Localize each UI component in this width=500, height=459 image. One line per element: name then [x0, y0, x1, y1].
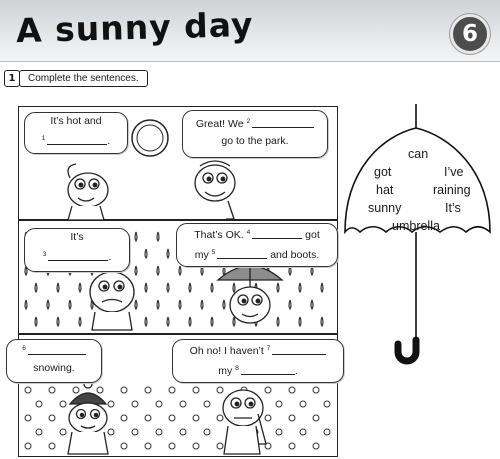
raindrop	[135, 232, 137, 241]
snowflake	[289, 387, 295, 393]
answer-blank[interactable]	[252, 228, 302, 239]
snowflake	[36, 401, 42, 407]
snowflake	[265, 387, 271, 393]
bubble-text: .	[108, 251, 112, 263]
snowflake	[49, 443, 55, 449]
raindrop	[277, 317, 279, 326]
answer-blank[interactable]	[252, 117, 314, 128]
snowflake	[180, 401, 186, 407]
speech-bubble-6	[172, 339, 344, 383]
bubble-text: snowing.	[33, 362, 75, 374]
raindrop	[47, 300, 49, 309]
bubble-text: It’s hot and	[50, 115, 102, 127]
snowflake	[324, 401, 330, 407]
raindrop	[79, 283, 81, 292]
bubble-text: and boots.	[270, 249, 320, 261]
raindrop	[299, 283, 301, 292]
speech-bubble-5	[6, 339, 102, 383]
word-hat: hat	[376, 183, 394, 197]
cold-boy-character-icon	[223, 390, 266, 454]
raindrop	[289, 300, 291, 309]
snowflake	[217, 387, 223, 393]
word-got: got	[374, 165, 392, 179]
snowflake	[132, 401, 138, 407]
bubble-text: .	[294, 365, 298, 377]
snowflake	[276, 401, 282, 407]
raindrop	[311, 300, 313, 309]
bubble-text: my	[194, 249, 209, 261]
bubble-text: got	[305, 229, 320, 241]
word-its: It’s	[445, 201, 461, 215]
raindrop	[157, 266, 159, 275]
answer-blank[interactable]	[241, 364, 295, 375]
snowflake	[169, 443, 175, 449]
snowflake	[204, 401, 210, 407]
gap-number: 1	[41, 135, 46, 142]
snowflake	[108, 401, 114, 407]
snowflake	[289, 415, 295, 421]
snowflake	[204, 429, 210, 435]
task-number: 1	[4, 70, 20, 87]
gap-number: 6	[22, 345, 26, 352]
raindrop	[25, 300, 27, 309]
bubble-text: go to the park.	[221, 135, 289, 147]
snowflake	[156, 429, 162, 435]
raindrop	[321, 317, 323, 326]
bubble-text: my	[218, 365, 233, 377]
gap-number: 5	[211, 249, 216, 256]
word-can: can	[408, 147, 429, 161]
snowflake	[49, 415, 55, 421]
raindrop	[289, 266, 291, 275]
raindrop	[211, 283, 213, 292]
snowflake	[300, 401, 306, 407]
raindrop	[167, 317, 169, 326]
snowflake	[60, 429, 66, 435]
raindrop	[167, 249, 169, 258]
raindrop	[299, 317, 301, 326]
snowflake	[276, 429, 282, 435]
snowflake	[97, 387, 103, 393]
raindrop	[145, 249, 147, 258]
snowflake	[324, 429, 330, 435]
snowflake	[108, 429, 114, 435]
sun-icon	[132, 120, 168, 156]
snowflake	[121, 415, 127, 421]
raindrop	[189, 317, 191, 326]
answer-blank[interactable]	[217, 248, 267, 259]
raindrop	[135, 266, 137, 275]
page-title: A sunny day	[15, 4, 255, 51]
speech-bubble-1	[24, 112, 128, 154]
raindrop	[223, 266, 225, 275]
bubble-text: .	[107, 135, 111, 147]
raindrop	[179, 300, 181, 309]
raindrop	[277, 283, 279, 292]
snowflake	[313, 443, 319, 449]
speech-bubble-3	[24, 228, 130, 272]
raindrop	[211, 317, 213, 326]
word-raining: raining	[433, 183, 471, 197]
raindrop	[157, 300, 159, 309]
snowflake	[180, 429, 186, 435]
umbrella-boy-character-icon	[218, 266, 282, 323]
answer-blank[interactable]	[272, 344, 326, 355]
bubble-text: Great! We	[195, 118, 244, 130]
snowflake	[193, 387, 199, 393]
raindrop	[57, 283, 59, 292]
snowflake	[217, 443, 223, 449]
snowflake	[169, 415, 175, 421]
gap-number: 7	[266, 345, 271, 352]
raindrop	[233, 283, 235, 292]
raindrop	[69, 300, 71, 309]
raindrop	[35, 317, 37, 326]
bubble-text: It’s	[70, 231, 84, 243]
raindrop	[79, 317, 81, 326]
snowflake	[156, 401, 162, 407]
snowflake	[132, 429, 138, 435]
snowflake	[73, 387, 79, 393]
raindrop	[145, 317, 147, 326]
snowflake	[145, 387, 151, 393]
answer-blank[interactable]	[48, 250, 108, 261]
answer-blank[interactable]	[28, 344, 86, 355]
snowflake	[217, 415, 223, 421]
gap-number: 4	[246, 229, 251, 236]
raindrop	[57, 317, 59, 326]
snowflake	[145, 443, 151, 449]
raindrop	[321, 283, 323, 292]
raindrop	[179, 266, 181, 275]
snowflake	[49, 387, 55, 393]
snowflake	[36, 429, 42, 435]
raindrop	[157, 232, 159, 241]
snowflake	[265, 415, 271, 421]
gap-number: 2	[246, 118, 251, 125]
word-umbrella: umbrella	[392, 219, 440, 233]
girl-character-icon	[68, 164, 108, 220]
raindrop	[233, 317, 235, 326]
snowflake	[313, 415, 319, 421]
snowflake	[25, 387, 31, 393]
raindrop	[35, 283, 37, 292]
raindrop	[145, 283, 147, 292]
snowflake	[193, 415, 199, 421]
gap-number: 3	[42, 251, 47, 258]
raindrop	[167, 283, 169, 292]
snowflake	[193, 443, 199, 449]
task-instruction: Complete the sentences.	[19, 70, 148, 87]
bubble-text: Oh no! I haven’t	[189, 345, 264, 357]
snowflake	[121, 387, 127, 393]
unit-number-badge: 6	[450, 14, 490, 54]
raindrop	[311, 266, 313, 275]
speech-bubble-4	[176, 223, 338, 267]
answer-blank[interactable]	[47, 134, 107, 145]
snowflake	[25, 443, 31, 449]
raindrop	[201, 300, 203, 309]
raindrop	[135, 300, 137, 309]
gap-number: 8	[235, 365, 239, 372]
raindrop	[223, 300, 225, 309]
snowflake	[121, 443, 127, 449]
snowflake	[25, 415, 31, 421]
word-sunny: sunny	[368, 201, 402, 215]
raindrop	[189, 283, 191, 292]
snowflake	[289, 443, 295, 449]
wet-girl-character-icon	[90, 272, 134, 330]
snowflake	[169, 387, 175, 393]
word-ive: I’ve	[444, 165, 464, 179]
speech-bubble-2	[182, 110, 328, 158]
snowflake	[145, 415, 151, 421]
snowflake	[300, 429, 306, 435]
snowflake	[60, 401, 66, 407]
raindrop	[201, 266, 203, 275]
snowflake	[313, 387, 319, 393]
boy-character-icon	[195, 161, 235, 219]
bubble-text: That’s OK.	[194, 229, 244, 241]
